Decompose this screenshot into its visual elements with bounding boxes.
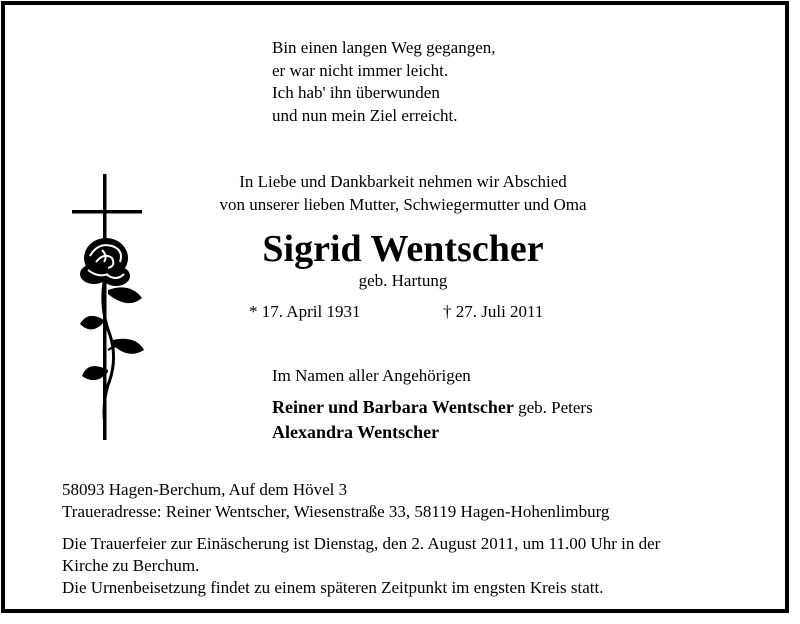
poem-line: er war nicht immer leicht. [272,60,449,80]
address-block [62,479,609,523]
intro-line: In Liebe und Dankbarkeit nehmen wir Abschied [239,172,567,191]
service-info [62,533,752,599]
mourners-intro: Im Namen aller Angehörigen [272,366,471,385]
poem [272,37,496,127]
service-line: Die Trauerfeier zur Einäscherung ist Dienstag, den 2. August 2011, um 11.00 Uhr in der [62,534,661,553]
death-date: † 27. Juli 2011 [443,302,544,321]
mourner-family-1 [272,397,593,418]
service-line: Kirche zu Berchum. [62,556,200,575]
deceased-name: Sigrid Wentscher [262,228,544,270]
mourner-family-2: Alexandra Wentscher [272,422,440,442]
mourner-maiden-name: geb. Peters [513,398,593,417]
home-address: 58093 Hagen-Berchum, Auf dem Hövel 3 [62,480,348,499]
service-line: Die Urnenbeisetzung findet zu einem späteren Zeitpunkt im engsten Kreis statt. [62,578,604,597]
birth-date: * 17. April 1931 [249,302,361,321]
poem-line: Bin einen langen Weg gegangen, [272,38,496,57]
intro-line: von unserer lieben Mutter, Schwiegermutter und Oma [219,194,587,214]
maiden-name: geb. Hartung [358,271,448,290]
farewell-intro [150,171,656,216]
mourner-name: Reiner und Barbara Wentscher [272,397,514,417]
poem-line: und nun mein Ziel erreicht. [272,105,458,125]
mourning-address: Traueradresse: Reiner Wentscher, Wiesenstraße 33, 58119 Hagen-Hohenlimburg [62,502,610,521]
cross-with-rose-icon [58,170,158,445]
poem-line: Ich hab' ihn überwunden [272,83,440,102]
